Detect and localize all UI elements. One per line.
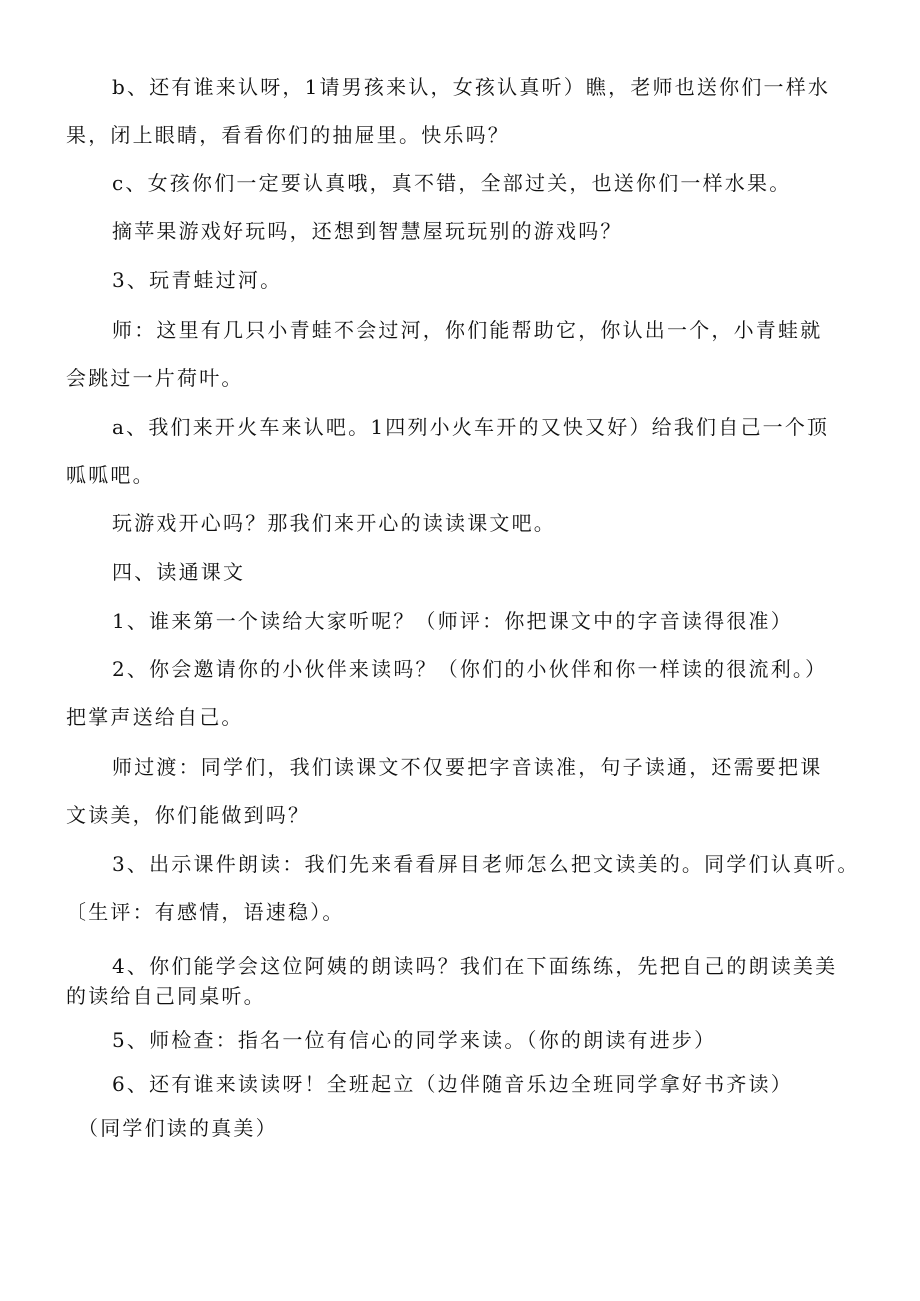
paragraph-line: 会跳过一片荷叶。 <box>66 366 244 390</box>
paragraph-line: 1、谁来第一个读给大家听呢？（师评：你把课文中的字音读得很准） <box>112 609 793 633</box>
paragraph-line: 〔生评：有感情，语速稳）。 <box>66 900 345 924</box>
paragraph-line: 3、玩青蛙过河。 <box>112 268 283 292</box>
paragraph-line: b、还有谁来认呀，1请男孩来认，女孩认真听）瞧，老师也送你们一样水 <box>112 75 831 99</box>
paragraph-line: 6、还有谁来读读呀！全班起立（边伴随音乐边全班同学拿好书齐读） <box>112 1072 793 1096</box>
paragraph-line: 摘苹果游戏好玩吗，还想到智慧屋玩玩别的游戏吗？ <box>112 219 623 243</box>
paragraph-line: c、女孩你们一定要认真哦，真不错，全部过关，也送你们一样水果。 <box>112 171 792 195</box>
paragraph-line: 的读给自己同桌听。 <box>66 984 266 1008</box>
paragraph-line: 师过渡：同学们，我们读课文不仅要把字音读准，句子读通，还需要把课 <box>112 755 823 779</box>
paragraph-line: 玩游戏开心吗？那我们来开心的读读课文吧。 <box>112 511 556 535</box>
paragraph-line: 3、出示课件朗读：我们先来看看屏目老师怎么把文读美的。同学们认真听。 <box>112 852 860 876</box>
paragraph-line: 呱呱吧。 <box>66 463 155 487</box>
paragraph-line: 4、你们能学会这位阿姨的朗读吗？我们在下面练练，先把自己的朗读美美 <box>112 954 838 978</box>
paragraph-line: 把掌声送给自己。 <box>66 705 244 729</box>
paragraph-line: 果，闭上眼睛，看看你们的抽屉里。快乐吗？ <box>66 123 510 147</box>
paragraph-line: a、我们来开火车来认吧。1四列小火车开的又快又好）给我们自己一个顶 <box>112 415 830 439</box>
section-heading: 四、读通课文 <box>112 560 246 584</box>
paragraph-line: 5、师检查：指名一位有信心的同学来读。（你的朗读有进步） <box>112 1028 717 1052</box>
paragraph-line: （同学们读的真美） <box>78 1116 278 1140</box>
paragraph-line: 师：这里有几只小青蛙不会过河，你们能帮助它，你认出一个，小青蛙就 <box>112 318 823 342</box>
paragraph-line: 文读美，你们能做到吗？ <box>66 803 311 827</box>
paragraph-line: 2、你会邀请你的小伙伴来读吗？（你们的小伙伴和你一样读的很流利。） <box>112 657 828 681</box>
